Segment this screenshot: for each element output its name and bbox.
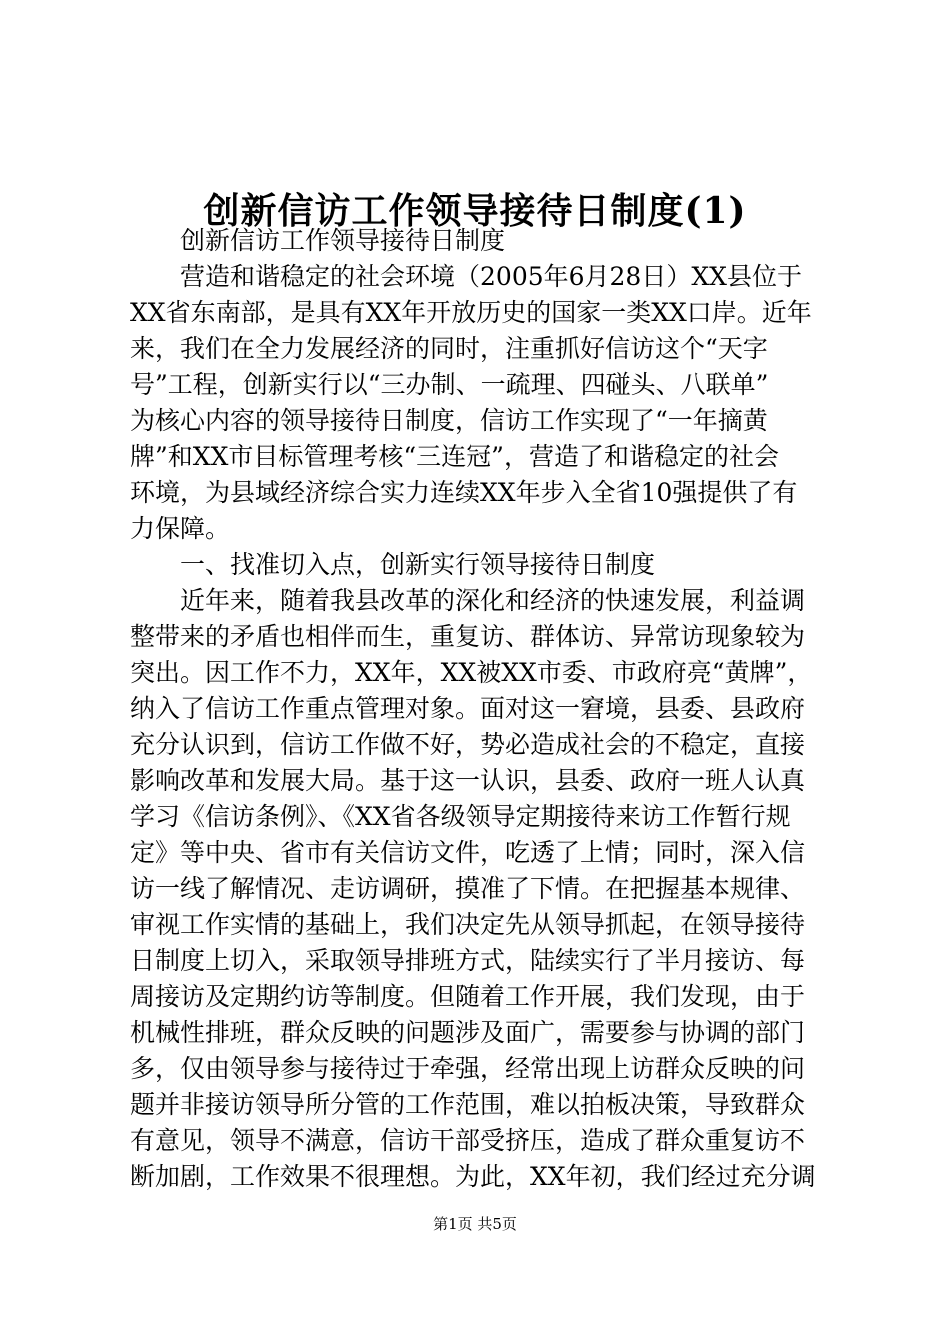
text-line: 营造和谐稳定的社会环境（2005年6月28日）XX县位于 [180,262,802,291]
text-line: 突出。因工作不力，XX年，XX被XX市委、市政府亮“黄牌”， [130,658,813,687]
text-line: 定》等中央、省市有关信访文件，吃透了上情；同时，深入信 [130,838,806,867]
text-line: 审视工作实情的基础上，我们决定先从领导抓起，在领导接待 [130,910,806,939]
section-heading: 一、找准切入点，创新实行领导接待日制度 [180,550,656,579]
text-line: 学习《信访条例》、《XX省各级领导定期接待来访工作暂行规 [130,802,791,831]
page-number-footer: 第1页 共5页 [433,1215,517,1233]
text-line: 牌”和XX市目标管理考核“三连冠”，营造了和谐稳定的社会 [130,442,779,471]
text-line: 为核心内容的领导接待日制度，信访工作实现了“一年摘黄 [130,406,768,435]
text-line: 近年来，随着我县改革的深化和经济的快速发展，利益调 [180,586,806,615]
text-line: 机械性排班，群众反映的问题涉及面广，需要参与协调的部门 [130,1018,806,1047]
text-line: 力保障。 [130,514,231,543]
document-title: 创新信访工作领导接待日制度(1) [203,190,747,232]
text-line: 创新信访工作领导接待日制度 [180,226,506,255]
text-line: 号”工程，创新实行以“三办制、一疏理、四碰头、八联单” [130,370,769,399]
text-line: 有意见，领导不满意，信访干部受挤压，造成了群众重复访不 [130,1126,806,1155]
text-line: 充分认识到，信访工作做不好，势必造成社会的不稳定，直接 [130,730,806,759]
text-line: 多，仅由领导参与接待过于牵强，经常出现上访群众反映的问 [130,1054,806,1083]
text-line: XX省东南部，是具有XX年开放历史的国家一类XX口岸。近年 [130,298,812,327]
text-line: 断加剧，工作效果不很理想。为此，XX年初，我们经过充分调 [130,1162,816,1191]
text-line: 题并非接访领导所分管的工作范围，难以拍板决策，导致群众 [130,1090,806,1119]
text-line: 日制度上切入，采取领导排班方式，陆续实行了半月接访、每 [130,946,806,975]
text-line: 环境，为县域经济综合实力连续XX年步入全省10强提供了有 [130,478,798,507]
text-line: 影响改革和发展大局。基于这一认识，县委、政府一班人认真 [130,766,806,795]
text-line: 整带来的矛盾也相伴而生，重复访、群体访、异常访现象较为 [130,622,806,651]
text-line: 来，我们在全力发展经济的同时，注重抓好信访这个“天字 [130,334,768,363]
text-line: 访一线了解情况、走访调研，摸准了下情。在把握基本规律、 [130,874,806,903]
text-line: 周接访及定期约访等制度。但随着工作开展，我们发现，由于 [130,982,806,1011]
text-line: 纳入了信访工作重点管理对象。面对这一窘境，县委、县政府 [130,694,806,723]
